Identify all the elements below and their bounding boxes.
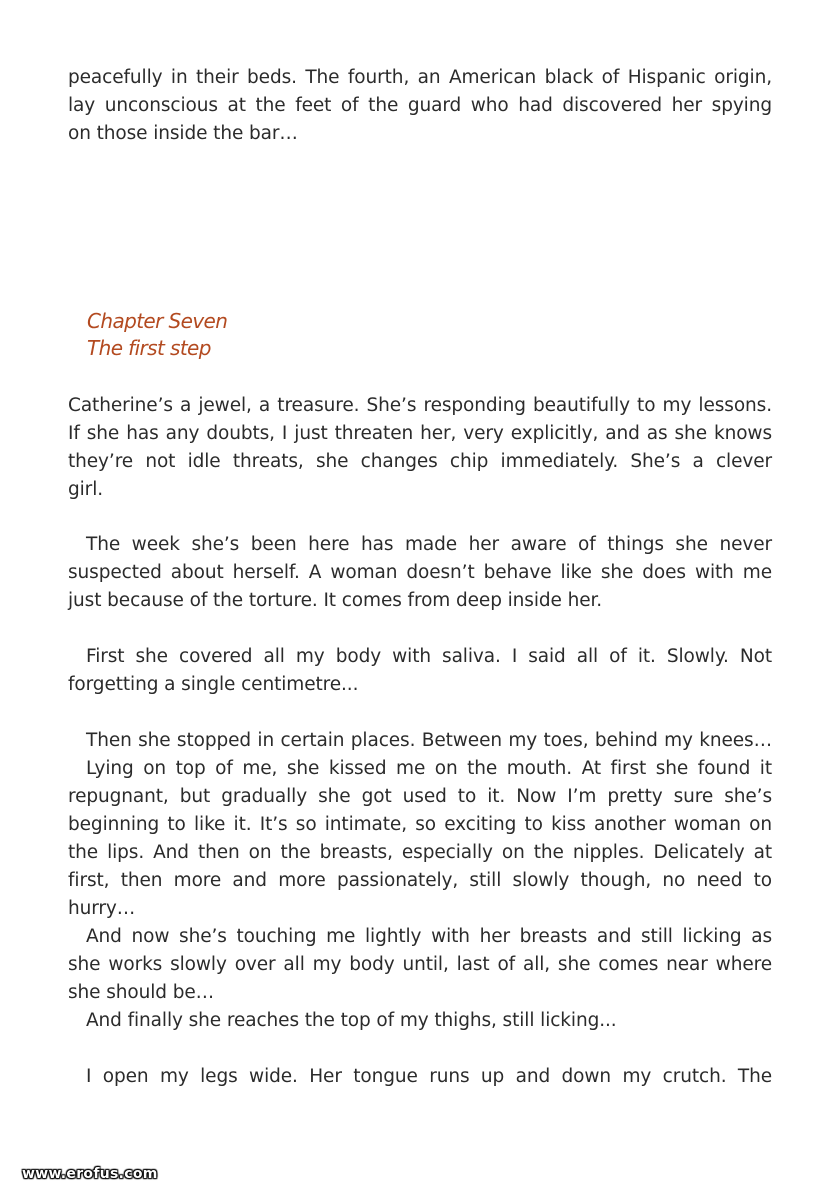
text-line: First she covered all my body with saliva. I said all of it. Slowly. Not	[86, 646, 772, 667]
text-line: The week she’s been here has made her aware of things she never	[86, 534, 772, 555]
text-line: peacefully in their beds. The fourth, an American black of Hispanic origin,	[68, 67, 772, 88]
chapter-heading	[87, 308, 227, 362]
intro-paragraph	[68, 64, 772, 148]
text-line: Then she stopped in certain places. Between my toes, behind my knees…	[86, 730, 772, 751]
paragraph-4	[68, 727, 772, 1035]
text-line: hurry…	[68, 898, 136, 919]
text-line: she works slowly over all my body until, last of all, she comes near where	[68, 954, 772, 975]
text-line: they’re not idle threats, she changes chip immediately. She’s a clever	[68, 451, 772, 472]
text-line: Lying on top of me, she kissed me on the mouth. At first she found it	[86, 758, 772, 779]
text-line: she should be…	[68, 982, 215, 1003]
text-line: the lips. And then on the breasts, especially on the nipples. Delicately at	[68, 842, 772, 863]
text-line: If she has any doubts, I just threaten her, very explicitly, and as she knows	[68, 423, 772, 444]
text-line: lay unconscious at the feet of the guard who had discovered her spying	[68, 95, 772, 116]
text-line: suspected about herself. A woman doesn’t behave like she does with me	[68, 562, 772, 583]
paragraph-3	[68, 643, 772, 699]
site-watermark: www.erofus.com	[22, 1166, 158, 1182]
text-line: And now she’s touching me lightly with her breasts and still licking as	[86, 926, 772, 947]
chapter-title: The first step	[87, 336, 211, 360]
chapter-number: Chapter Seven	[87, 309, 228, 333]
text-line: just because of the torture. It comes from deep inside her.	[68, 590, 603, 611]
text-line: I open my legs wide. Her tongue runs up and down my crutch. The	[86, 1066, 772, 1087]
text-line: on those inside the bar…	[68, 123, 298, 144]
text-line: forgetting a single centimetre...	[68, 674, 359, 695]
text-line: beginning to like it. It’s so intimate, so exciting to kiss another woman on	[68, 814, 772, 835]
paragraph-5	[68, 1063, 772, 1091]
text-line: Catherine’s a jewel, a treasure. She’s responding beautifully to my lessons.	[68, 395, 772, 416]
text-line: And finally she reaches the top of my thighs, still licking...	[86, 1010, 617, 1031]
paragraph-1	[68, 392, 772, 504]
text-line: repugnant, but gradually she got used to it. Now I’m pretty sure she’s	[68, 786, 772, 807]
text-line: girl.	[68, 479, 104, 500]
paragraph-2	[68, 531, 772, 615]
text-line: first, then more and more passionately, still slowly though, no need to	[68, 870, 772, 891]
